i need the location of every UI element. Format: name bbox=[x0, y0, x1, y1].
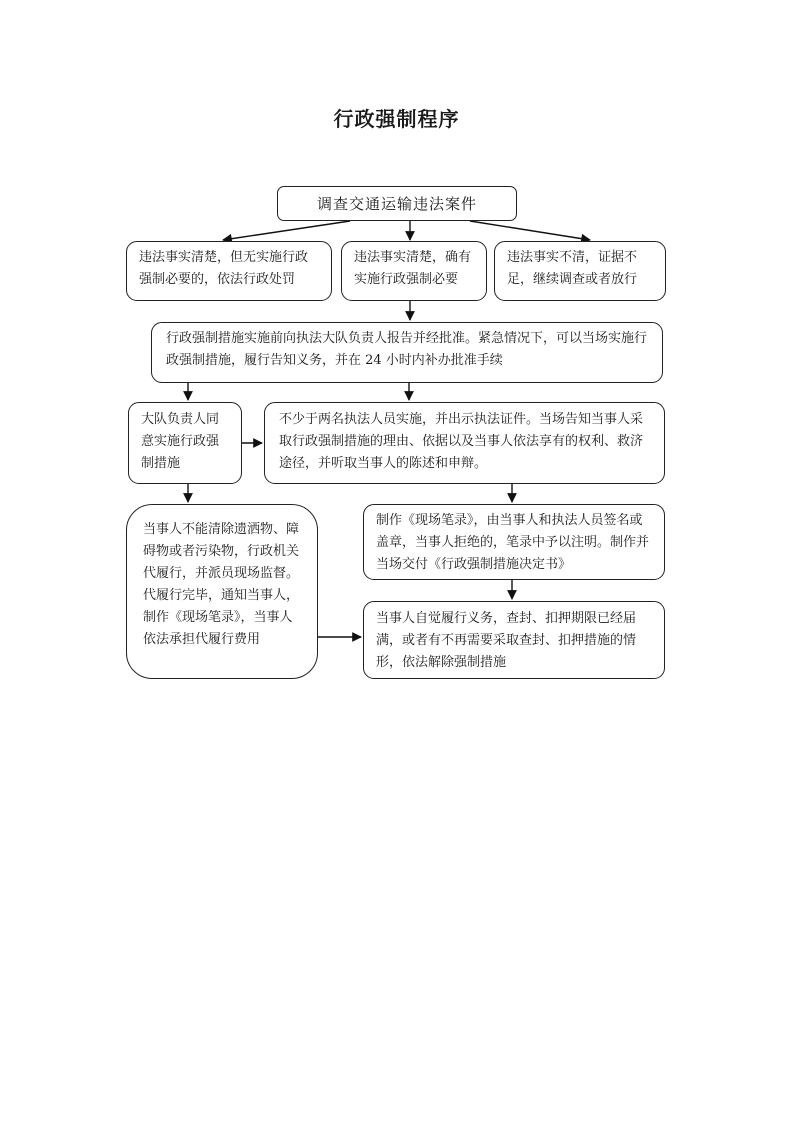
node-record: 制作《现场笔录》，由当事人和执法人员签名或盖章，当事人拒绝的，笔录中予以注明。制作并当场交付《行政强制措施决定书》 bbox=[363, 504, 665, 580]
node-substitute: 当事人不能清除遗洒物、障碍物或者污染物，行政机关代履行，并派员现场监督。代履行完毕，通知当事人，制作《现场笔录》，当事人依法承担代履行费用 bbox=[126, 504, 318, 679]
page-title: 行政强制程序 bbox=[333, 107, 460, 131]
node-inform: 不少于两名执法人员实施，并出示执法证件。当场告知当事人采取行政强制措施的理由、依据以及当事人依法享有的权利、救济途径，并听取当事人的陈述和申辩。 bbox=[264, 402, 665, 484]
node-branch-unclear: 违法事实不清，证据不足，继续调查或者放行 bbox=[494, 241, 666, 301]
arrow-start-to-unclear bbox=[470, 221, 590, 240]
node-release: 当事人自觉履行义务，查封、扣押期限已经届满，或者有不再需要采取查封、扣押措施的情形，依法解除强制措施 bbox=[363, 601, 665, 679]
node-start: 调查交通运输违法案件 bbox=[277, 186, 517, 221]
node-approve: 大队负责人同意实施行政强制措施 bbox=[128, 402, 242, 484]
node-branch-necessary: 违法事实清楚，确有实施行政强制必要 bbox=[341, 241, 487, 301]
node-branch-penalty: 违法事实清楚，但无实施行政强制必要的，依法行政处罚 bbox=[126, 241, 332, 301]
node-report: 行政强制措施实施前向执法大队负责人报告并经批准。紧急情况下，可以当场实施行政强制措施，履行告知义务，并在 24 小时内补办批准手续 bbox=[151, 322, 663, 383]
arrow-start-to-penalty bbox=[223, 221, 350, 240]
